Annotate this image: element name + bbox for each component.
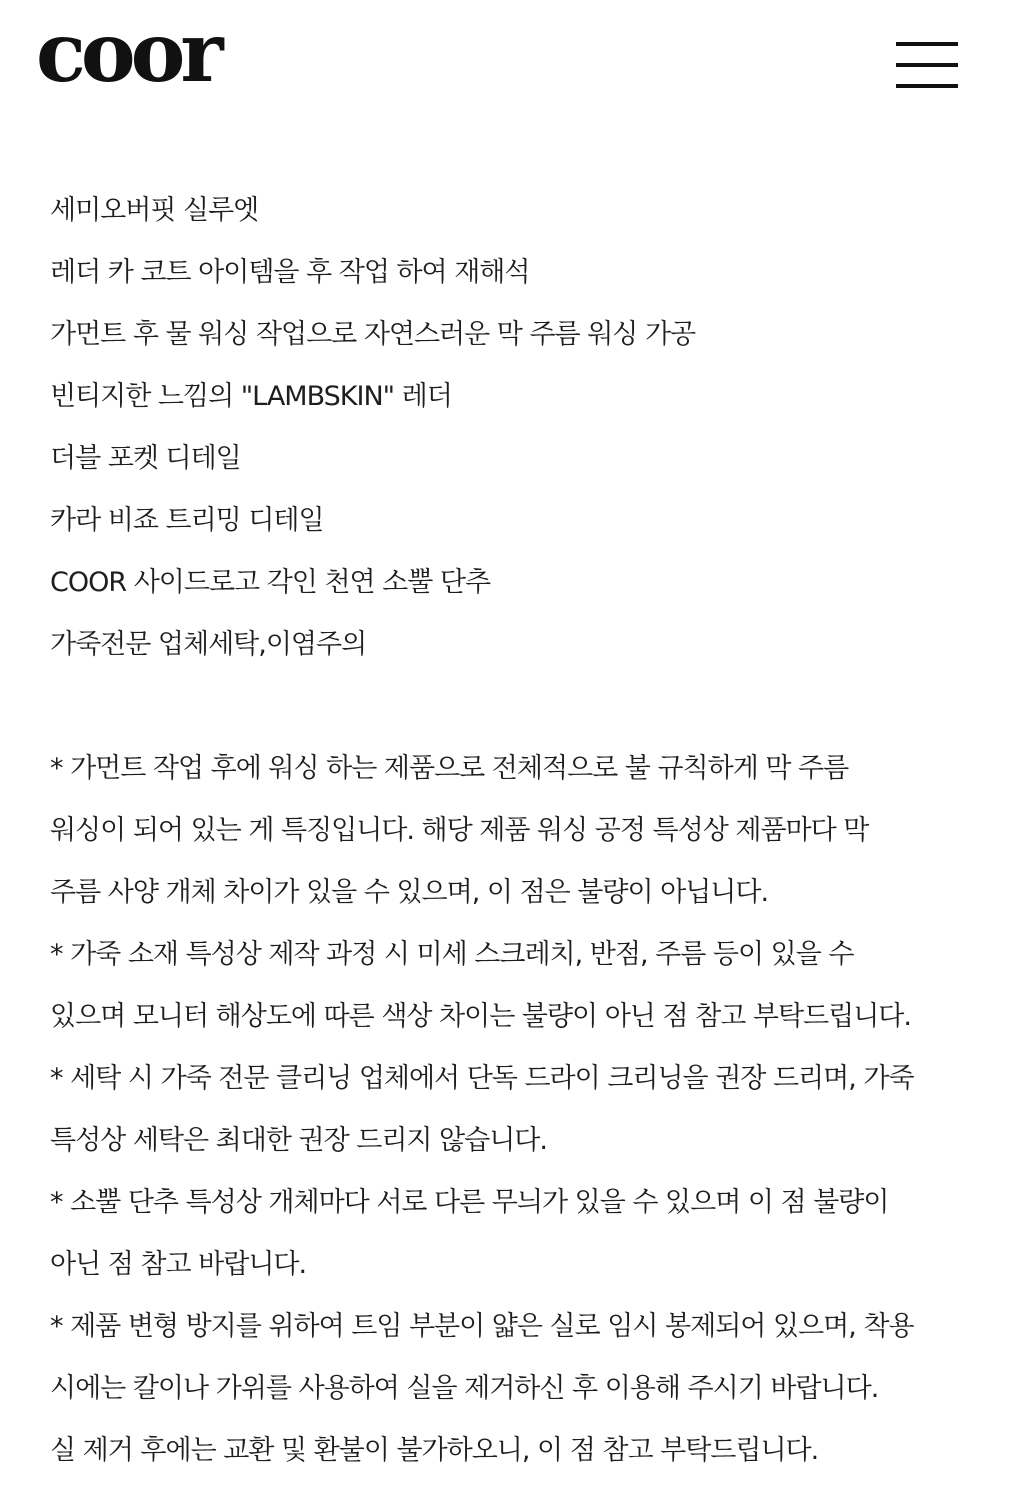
feature-line: 세미오버핏 실루엣 xyxy=(50,195,259,226)
feature-line: 레더 카 코트 아이템을 후 작업 하여 재해석 xyxy=(50,257,530,288)
menu-line xyxy=(896,63,958,67)
header xyxy=(0,0,1009,130)
note-line: * 가죽 소재 특성상 제작 과정 시 미세 스크레치, 반점, 주름 등이 있을 수 xyxy=(50,939,854,970)
product-description xyxy=(50,180,960,1482)
note-line: 실 제거 후에는 교환 및 환불이 불가하오니, 이 점 참고 부탁드립니다. xyxy=(50,1435,819,1466)
menu-line xyxy=(896,42,958,46)
menu-line xyxy=(896,84,958,88)
note-line: 있으며 모니터 해상도에 따른 색상 차이는 불량이 아닌 점 참고 부탁드립니다. xyxy=(50,1001,911,1032)
care-notes xyxy=(50,738,960,1482)
note-line: 시에는 칼이나 가위를 사용하여 실을 제거하신 후 이용해 주시기 바랍니다. xyxy=(50,1373,879,1404)
feature-line: COOR 사이드로고 각인 천연 소뿔 단추 xyxy=(50,567,491,598)
note-line: 아닌 점 참고 바랍니다. xyxy=(50,1249,307,1280)
note-line: * 가먼트 작업 후에 워싱 하는 제품으로 전체적으로 불 규칙하게 막 주름 xyxy=(50,753,849,784)
section-spacer xyxy=(50,676,960,738)
note-line: * 세탁 시 가죽 전문 클리닝 업체에서 단독 드라이 크리닝을 권장 드리며, 가죽 xyxy=(50,1063,914,1094)
brand-logo[interactable]: coor xyxy=(36,5,219,101)
note-line: * 소뿔 단추 특성상 개체마다 서로 다른 무늬가 있을 수 있으며 이 점 불량이 xyxy=(50,1187,889,1218)
feature-line: 더블 포켓 디테일 xyxy=(50,443,241,474)
hamburger-menu-icon[interactable] xyxy=(896,42,958,90)
feature-line: 가죽전문 업체세탁,이염주의 xyxy=(50,629,367,660)
feature-line: 가먼트 후 물 워싱 작업으로 자연스러운 막 주름 워싱 가공 xyxy=(50,319,696,350)
note-line: 특성상 세탁은 최대한 권장 드리지 않습니다. xyxy=(50,1125,547,1156)
feature-list xyxy=(50,180,960,676)
feature-line: 카라 비죠 트리밍 디테일 xyxy=(50,505,324,536)
note-line: 워싱이 되어 있는 게 특징입니다. 해당 제품 워싱 공정 특성상 제품마다 막 xyxy=(50,815,869,846)
feature-line: 빈티지한 느낌의 "LAMBSKIN" 레더 xyxy=(50,381,452,412)
note-line: 주름 사양 개체 차이가 있을 수 있으며, 이 점은 불량이 아닙니다. xyxy=(50,877,769,908)
note-line: * 제품 변형 방지를 위하여 트임 부분이 얇은 실로 임시 봉제되어 있으며, 착용 xyxy=(50,1311,914,1342)
